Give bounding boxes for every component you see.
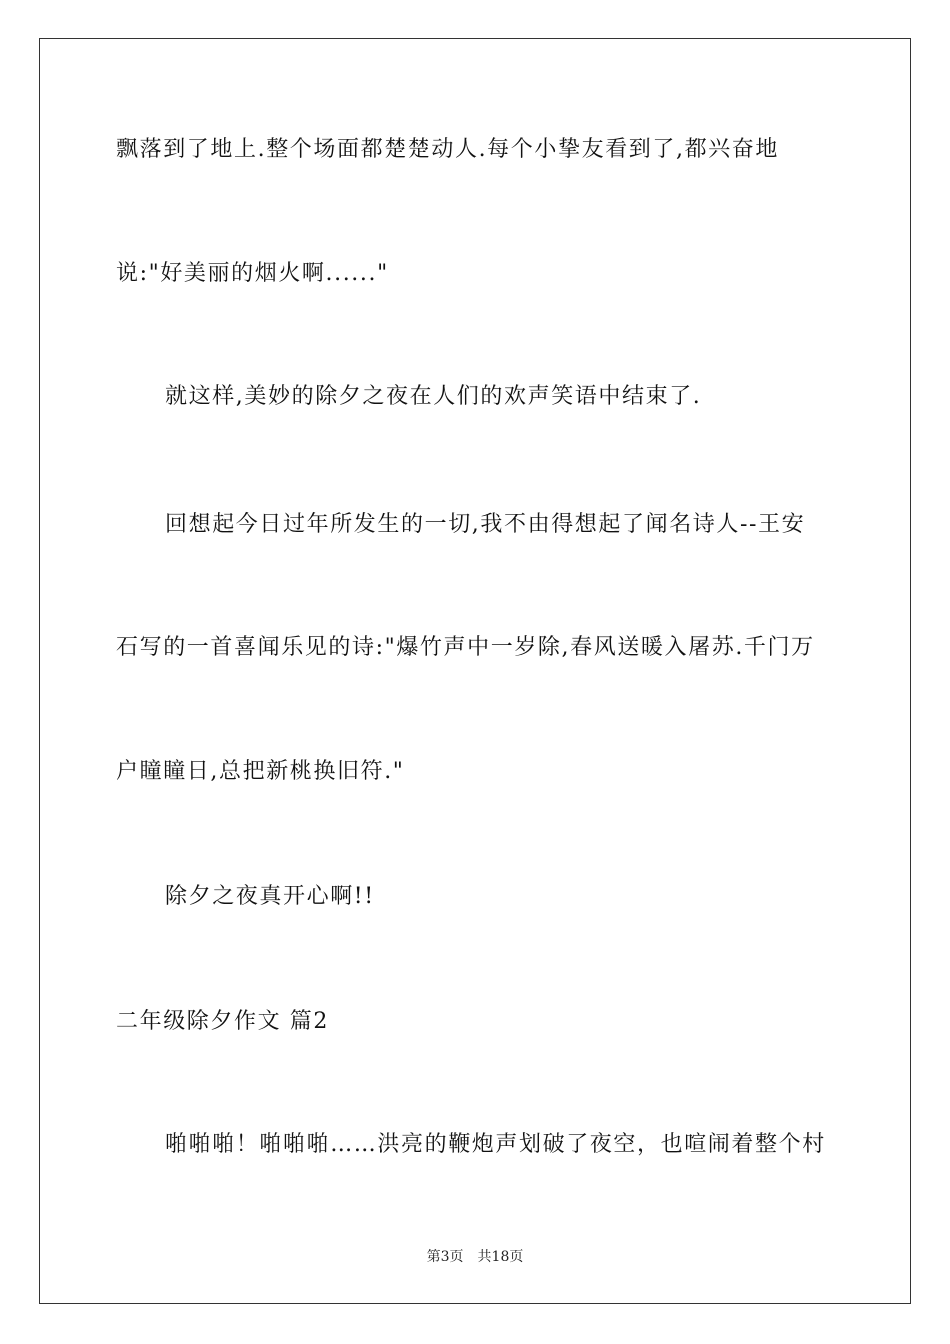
paragraph-line-3: 就这样,美妙的除夕之夜在人们的欢声笑语中结束了. (165, 384, 702, 409)
section-heading: 二年级除夕作文 篇2 (116, 1009, 329, 1034)
paragraph-line-2: 说:"好美丽的烟火啊......" (116, 261, 389, 286)
page-number: 第3页 (426, 1249, 464, 1265)
paragraph-line-4: 回想起今日过年所发生的一切,我不由得想起了闻名诗人--王安 (165, 512, 806, 537)
page-border (39, 38, 911, 1304)
paragraph-line-8: 啪啪啪！啪啪啪……洪亮的鞭炮声划破了夜空，也喧闹着整个村 (165, 1132, 826, 1157)
paragraph-line-1: 飘落到了地上.整个场面都楚楚动人.每个小挚友看到了,都兴奋地 (116, 137, 779, 162)
paragraph-line-7: 除夕之夜真开心啊!! (165, 884, 375, 909)
paragraph-line-5: 石写的一首喜闻乐见的诗:"爆竹声中一岁除,春风送暖入屠苏.千门万 (116, 635, 815, 660)
page-footer (0, 1246, 950, 1266)
page-total: 共18页 (477, 1249, 524, 1265)
paragraph-line-6: 户瞳瞳日,总把新桃换旧符." (116, 759, 405, 784)
